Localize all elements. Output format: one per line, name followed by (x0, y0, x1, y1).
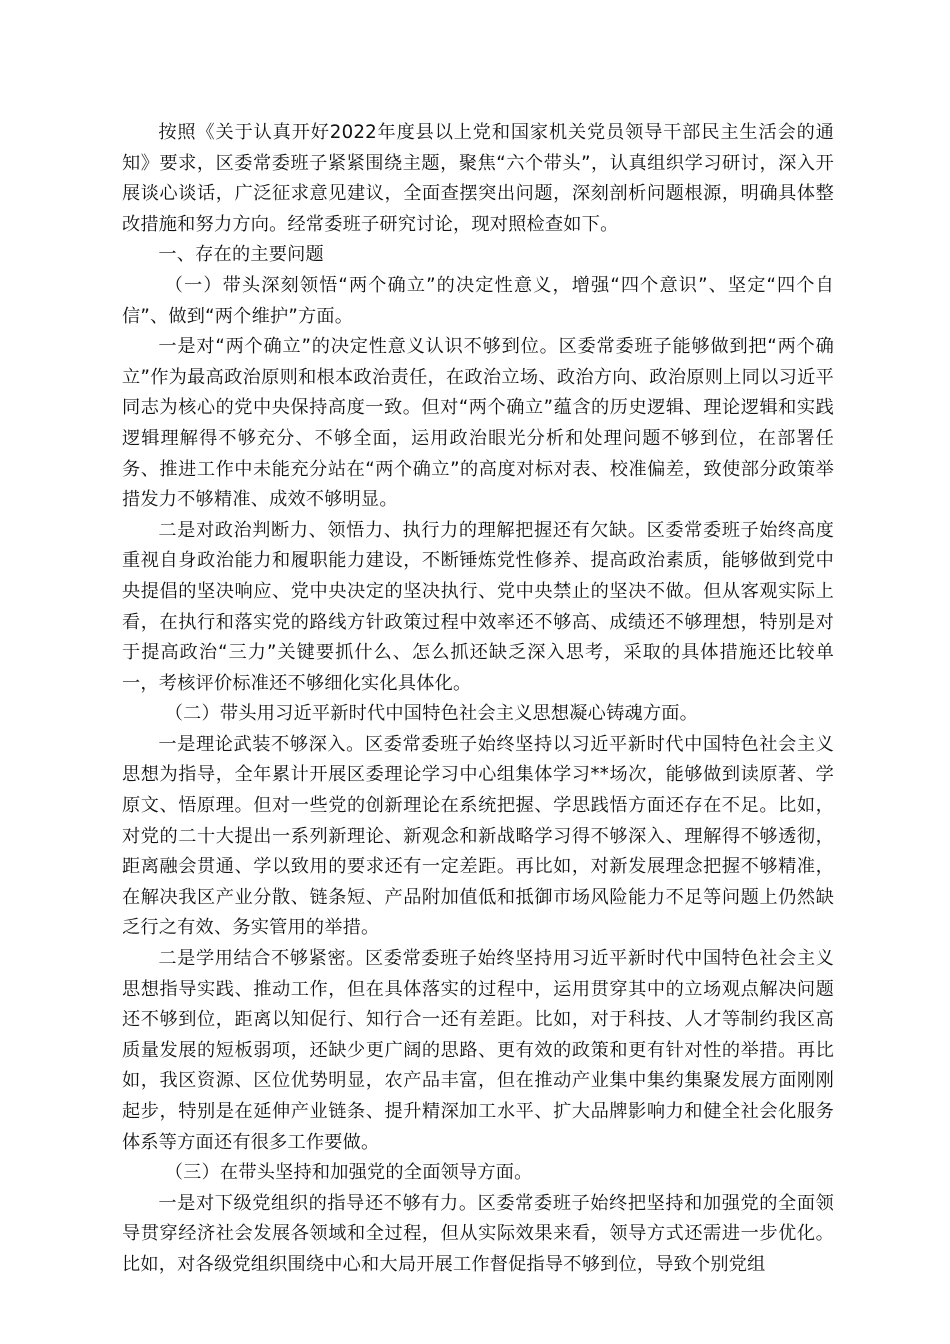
document-body (122, 118, 834, 1281)
paragraph-point-1-2: 二是对政治判断力、领悟力、执行力的理解把握还有欠缺。区委常委班子始终高度重视自身政治能力和履职能力建设，不断锤炼党性修养、提高政治素质，能够做到党中央提倡的坚决响应、党中央决定的坚决执行、党中央禁止的坚决不做。但从客观实际上看，在执行和落实党的路线方针政策过程中效率还不够高、成绩还不够理想，特别是对于提高政治“三力”关键要抓什么、怎么抓还缺乏深入思考，采取的具体措施还比较单一，考核评价标准还不够细化实化具体化。 (122, 519, 834, 694)
paragraph-point-1-1: 一是对“两个确立”的决定性意义认识不够到位。区委常委班子能够做到把“两个确立”作为最高政治原则和根本政治责任，在政治立场、政治方向、政治原则上同以习近平同志为核心的党中央保持高度一致。但对“两个确立”蕴含的历史逻辑、理论逻辑和实践逻辑理解得不够充分、不够全面，运用政治眼光分析和处理问题不够到位，在部署任务、推进工作中未能充分站在“两个确立”的高度对标对表、校准偏差，致使部分政策举措发力不够精准、成效不够明显。 (122, 336, 834, 511)
paragraph-point-2-2: 二是学用结合不够紧密。区委常委班子始终坚持用习近平新时代中国特色社会主义思想指导实践、推动工作，但在具体落实的过程中，运用贯穿其中的立场观点解决问题还不够到位，距离以知促行、知行合一还有差距。比如，对于科技、人才等制约我区高质量发展的短板弱项，还缺少更广阔的思路、更有效的政策和更有针对性的举措。再比如，我区资源、区位优势明显，农产品丰富，但在推动产业集中集约集聚发展方面刚刚起步，特别是在延伸产业链条、提升精深加工水平、扩大品牌影响力和健全社会化服务体系等方面还有很多工作要做。 (122, 948, 834, 1153)
paragraph-point-3-1: 一是对下级党组织的指导还不够有力。区委常委班子始终把坚持和加强党的全面领导贯穿经济社会发展各领域和全过程，但从实际效果来看，领导方式还需进一步优化。比如，对各级党组织围绕中心和大局开展工作督促指导不够到位，导致个别党组 (122, 1192, 834, 1275)
subheading-two-establishments: （一）带头深刻领悟“两个确立”的决定性意义，增强“四个意识”、坚定“四个自信”、做到“两个维护”方面。 (122, 274, 834, 327)
paragraph-point-2-1: 一是理论武装不够深入。区委常委班子始终坚持以习近平新时代中国特色社会主义思想为指导，全年累计开展区委理论学习中心组集体学习**场次，能够做到读原著、学原文、悟原理。但对一些党的创新理论在系统把握、学思践悟方面还存在不足。比如，对党的二十大提出一系列新理论、新观念和新战略学习得不够深入、理解得不够透彻，距离融会贯通、学以致用的要求还有一定差距。再比如，对新发展理念把握不够精准，在解决我区产业分散、链条短、产品附加值低和抵御市场风险能力不足等问题上仍然缺乏行之有效、务实管用的举措。 (122, 733, 834, 939)
subheading-party-leadership: （三）在带头坚持和加强党的全面领导方面。 (164, 1162, 533, 1184)
section-heading-main-problems: 一、存在的主要问题 (158, 244, 324, 266)
subheading-thought-guidance: （二）带头用习近平新时代中国特色社会主义思想凝心铸魂方面。 (164, 703, 699, 725)
intro-paragraph: 按照《关于认真开好2022年度县以上党和国家机关党员领导干部民主生活会的通知》要求，区委常委班子紧紧围绕主题，聚焦“六个带头”，认真组织学习研讨，深入开展谈心谈话，广泛征求意见建议，全面查摆突出问题，深刻剖析问题根源，明确具体整改措施和努力方向。经常委班子研究讨论，现对照检查如下。 (122, 122, 834, 235)
